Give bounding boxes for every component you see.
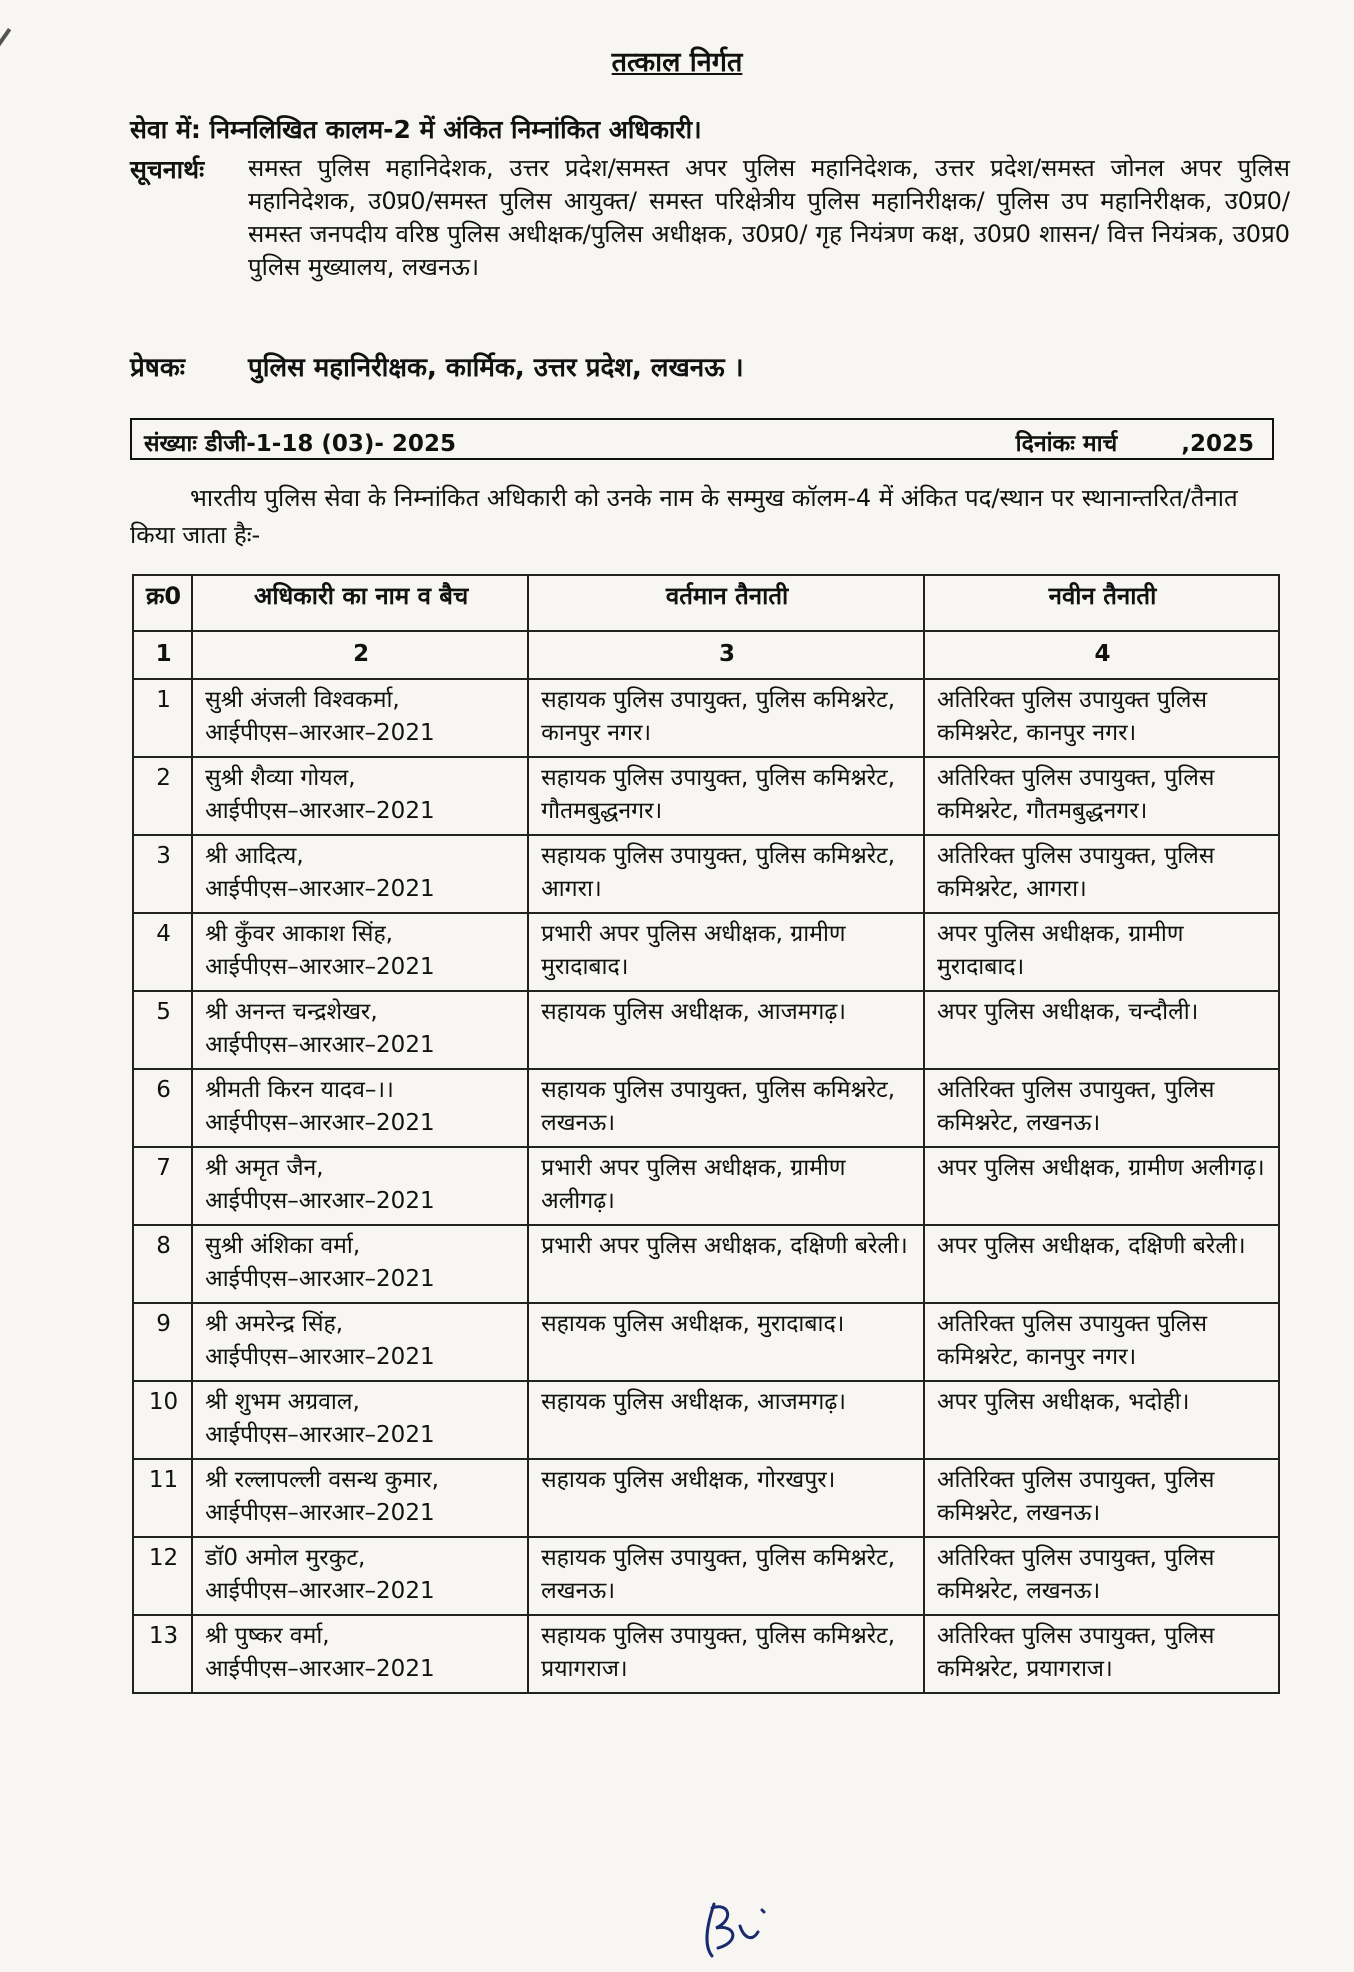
officer-name-batch [192, 1069, 528, 1147]
table-row [133, 679, 1279, 757]
new-posting-new: अपर पुलिस अधीक्षक, चन्दौली। [936, 999, 1199, 1025]
table-body [133, 679, 1279, 1693]
table-row [133, 835, 1279, 913]
officer-name-batch-name: श्री कुँवर आकाश सिंह, [205, 921, 393, 947]
officer-name-batch [192, 835, 528, 913]
new-posting [924, 1225, 1279, 1303]
current-posting [528, 835, 924, 913]
officer-name-batch [192, 679, 528, 757]
officer-name-batch-batch: आईपीएस–आरआर–2021 [205, 1032, 435, 1058]
new-posting-new: अतिरिक्त पुलिस उपायुक्त, पुलिस कमिश्नरेट, लखनऊ। [936, 1467, 1215, 1526]
officer-name-batch-name: श्री अमरेन्द्र सिंह, [205, 1311, 344, 1337]
sender-block [130, 348, 744, 384]
new-posting [924, 757, 1279, 835]
current-posting-current: सहायक पुलिस अधीक्षक, मुरादाबाद। [541, 1311, 845, 1337]
officer-name-batch-name: श्री शुभम अग्रवाल, [205, 1389, 360, 1415]
current-posting-current: सहायक पुलिस अधीक्षक, आजमगढ़। [541, 1389, 847, 1415]
officer-name-batch-batch: आईपीएस–आरआर–2021 [205, 876, 435, 902]
current-posting [528, 679, 924, 757]
officer-name-batch-name: श्री रल्लापल्ली वसन्थ कुमार, [205, 1467, 439, 1493]
current-posting [528, 1069, 924, 1147]
table-header-row [133, 575, 1279, 631]
serial-number-sn: 12 [148, 1545, 179, 1571]
serial-number-sn: 4 [156, 921, 171, 947]
serial-number-sn: 8 [156, 1233, 171, 1259]
serial-number-sn: 6 [156, 1077, 171, 1103]
serial-number [133, 757, 192, 835]
officer-name-batch-name: सुश्री अंजली विश्वकर्मा, [205, 687, 400, 713]
table-row [133, 1225, 1279, 1303]
current-posting-current: सहायक पुलिस उपायुक्त, पुलिस कमिश्नरेट, गौतमबुद्धनगर। [541, 765, 896, 824]
current-posting [528, 1615, 924, 1693]
serial-number [133, 1615, 192, 1693]
serial-number [133, 679, 192, 757]
current-posting-current: सहायक पुलिस उपायुक्त, पुलिस कमिश्नरेट, प्रयागराज। [541, 1623, 896, 1682]
reference-date: दिनांकः मार्च ,2025 [1015, 431, 1254, 457]
serial-number-sn: 13 [148, 1623, 179, 1649]
current-posting-current: प्रभारी अपर पुलिस अधीक्षक, दक्षिणी बरेली। [541, 1233, 908, 1259]
officer-name-batch-name: सुश्री अंशिका वर्मा, [205, 1233, 361, 1259]
serial-number [133, 1069, 192, 1147]
sender-text: पुलिस महानिरीक्षक, कार्मिक, उत्तर प्रदेश, लखनऊ । [248, 353, 744, 383]
table-row [133, 913, 1279, 991]
current-posting [528, 757, 924, 835]
for-information-text: समस्त पुलिस महानिदेशक, उत्तर प्रदेश/समस्त अपर पुलिस महानिदेशक, उत्तर प्रदेश/समस्त जोनल अपर पुलिस महानिदेशक, उ0प्र0/समस्त पुलिस आयुक्त/ समस्त परिक्षेत्रीय पुलिस महानिरीक्षक/ पुलिस उप महानिरीक्षक, उ0प्र0/ समस्त जनपदीय वरिष्ठ पुलिस अधीक्षक/पुलिस अधीक्षक, उ0प्र0/ गृह नियंत्रण कक्ष, उ0प्र0 शासन/ वित्त नियंत्रक, उ0प्र0 पुलिस मुख्यालय, लखनऊ। [248, 154, 1290, 281]
officer-name-batch-name: श्री आदित्य, [205, 843, 304, 869]
new-posting [924, 1537, 1279, 1615]
officer-name-batch [192, 757, 528, 835]
new-posting [924, 1459, 1279, 1537]
header-current-posting: वर्तमान तैनाती [528, 575, 924, 631]
serial-number [133, 1537, 192, 1615]
new-posting-new: अपर पुलिस अधीक्षक, दक्षिणी बरेली। [936, 1233, 1246, 1259]
officer-name-batch [192, 991, 528, 1069]
table-row [133, 1537, 1279, 1615]
intro-paragraph: भारतीय पुलिस सेवा के निम्नांकित अधिकारी को उनके नाम के सम्मुख कॉलम-4 में अंकित पद/स्थान पर स्थानान्तरित/तैनात किया जाता हैः- [130, 484, 1238, 549]
header-serial: क्र0 [133, 575, 192, 631]
reference-number: संख्याः डीजी-1-18 (03)- 2025 [144, 431, 456, 457]
table-row [133, 1147, 1279, 1225]
column-number: 2 [192, 631, 528, 679]
officer-name-batch-batch: आईपीएस–आरआर–2021 [205, 1266, 435, 1292]
serial-number-sn: 2 [156, 765, 171, 791]
new-posting-new: अतिरिक्त पुलिस उपायुक्त, पुलिस कमिश्नरेट, लखनऊ। [936, 1077, 1215, 1136]
officer-name-batch-name: श्री पुष्कर वर्मा, [205, 1623, 330, 1649]
column-number: 4 [924, 631, 1279, 679]
current-posting [528, 1147, 924, 1225]
sender-label: प्रेषकः [130, 353, 186, 383]
current-posting [528, 1303, 924, 1381]
current-posting-current: प्रभारी अपर पुलिस अधीक्षक, ग्रामीण अलीगढ़। [541, 1155, 846, 1214]
signature [700, 1898, 780, 1960]
serial-number-sn: 5 [156, 999, 171, 1025]
new-posting [924, 835, 1279, 913]
officer-name-batch-batch: आईपीएस–आरआर–2021 [205, 720, 435, 746]
column-number: 3 [528, 631, 924, 679]
reference-box [130, 418, 1274, 460]
transfer-table [132, 574, 1280, 1694]
column-number-row [133, 631, 1279, 679]
header-new-posting: नवीन तैनाती [924, 575, 1279, 631]
addressee-line: सेवा में: निम्नलिखित कालम-2 में अंकित निम्नांकित अधिकारी। [130, 115, 702, 144]
current-posting-current: सहायक पुलिस उपायुक्त, पुलिस कमिश्नरेट, लखनऊ। [541, 1077, 896, 1136]
officer-name-batch-name: श्री अनन्त चन्द्रशेखर, [205, 999, 378, 1025]
column-number: 1 [133, 631, 192, 679]
table-row [133, 991, 1279, 1069]
new-posting-new: अपर पुलिस अधीक्षक, ग्रामीण मुरादाबाद। [936, 921, 1184, 980]
officer-name-batch-batch: आईपीएस–आरआर–2021 [205, 1500, 435, 1526]
serial-number-sn: 1 [156, 687, 171, 713]
new-posting [924, 679, 1279, 757]
officer-name-batch-batch: आईपीएस–आरआर–2021 [205, 1110, 435, 1136]
header-officer-name: अधिकारी का नाम व बैच [192, 575, 528, 631]
new-posting-new: अतिरिक्त पुलिस उपायुक्त, पुलिस कमिश्नरेट, प्रयागराज। [936, 1623, 1215, 1682]
officer-name-batch [192, 1147, 528, 1225]
for-information-label: सूचनार्थः [130, 155, 205, 184]
officer-name-batch [192, 1381, 528, 1459]
current-posting-current: सहायक पुलिस उपायुक्त, पुलिस कमिश्नरेट, आगरा। [541, 843, 896, 902]
officer-name-batch-name: श्रीमती किरन यादव–।। [205, 1077, 394, 1103]
new-posting [924, 1381, 1279, 1459]
officer-name-batch-batch: आईपीएस–आरआर–2021 [205, 798, 435, 824]
current-posting [528, 1225, 924, 1303]
officer-name-batch [192, 1537, 528, 1615]
officer-name-batch-batch: आईपीएस–आरआर–2021 [205, 1344, 435, 1370]
table-row [133, 1459, 1279, 1537]
officer-name-batch-batch: आईपीएस–आरआर–2021 [205, 1188, 435, 1214]
new-posting-new: अपर पुलिस अधीक्षक, भदोही। [936, 1389, 1190, 1415]
serial-number-sn: 7 [156, 1155, 171, 1181]
officer-name-batch-name: श्री अमृत जैन, [205, 1155, 324, 1181]
table-row [133, 1381, 1279, 1459]
new-posting-new: अपर पुलिस अधीक्षक, ग्रामीण अलीगढ़। [936, 1155, 1265, 1181]
serial-number-sn: 11 [148, 1467, 179, 1493]
new-posting-new: अतिरिक्त पुलिस उपायुक्त, पुलिस कमिश्नरेट, लखनऊ। [936, 1545, 1215, 1604]
serial-number [133, 913, 192, 991]
current-posting [528, 1459, 924, 1537]
new-posting [924, 1069, 1279, 1147]
new-posting-new: अतिरिक्त पुलिस उपायुक्त, पुलिस कमिश्नरेट, आगरा। [936, 843, 1215, 902]
officer-name-batch-batch: आईपीएस–आरआर–2021 [205, 954, 435, 980]
serial-number-sn: 3 [156, 843, 171, 869]
table-row [133, 757, 1279, 835]
current-posting-current: प्रभारी अपर पुलिस अधीक्षक, ग्रामीण मुरादाबाद। [541, 921, 846, 980]
officer-name-batch [192, 1459, 528, 1537]
current-posting [528, 1381, 924, 1459]
new-posting [924, 991, 1279, 1069]
table-row [133, 1615, 1279, 1693]
new-posting [924, 1615, 1279, 1693]
serial-number [133, 991, 192, 1069]
officer-name-batch-name: सुश्री शैव्या गोयल, [205, 765, 356, 791]
current-posting-current: सहायक पुलिस अधीक्षक, आजमगढ़। [541, 999, 847, 1025]
officer-name-batch [192, 1225, 528, 1303]
new-posting-new: अतिरिक्त पुलिस उपायुक्त पुलिस कमिश्नरेट, कानपुर नगर। [936, 1311, 1208, 1370]
new-posting-new: अतिरिक्त पुलिस उपायुक्त, पुलिस कमिश्नरेट, गौतमबुद्धनगर। [936, 765, 1215, 824]
new-posting [924, 1147, 1279, 1225]
table-row [133, 1069, 1279, 1147]
current-posting [528, 991, 924, 1069]
new-posting-new: अतिरिक्त पुलिस उपायुक्त पुलिस कमिश्नरेट, कानपुर नगर। [936, 687, 1208, 746]
officer-name-batch [192, 1615, 528, 1693]
officer-name-batch [192, 1303, 528, 1381]
officer-name-batch-batch: आईपीएस–आरआर–2021 [205, 1578, 435, 1604]
officer-name-batch [192, 913, 528, 991]
current-posting-current: सहायक पुलिस उपायुक्त, पुलिस कमिश्नरेट, कानपुर नगर। [541, 687, 896, 746]
current-posting [528, 1537, 924, 1615]
serial-number-sn: 9 [156, 1311, 171, 1337]
current-posting-current: सहायक पुलिस अधीक्षक, गोरखपुर। [541, 1467, 836, 1493]
officer-name-batch-batch: आईपीएस–आरआर–2021 [205, 1656, 435, 1682]
serial-number [133, 1303, 192, 1381]
serial-number [133, 1459, 192, 1537]
new-posting [924, 913, 1279, 991]
serial-number [133, 1225, 192, 1303]
serial-number-sn: 10 [148, 1389, 179, 1415]
current-posting [528, 913, 924, 991]
serial-number [133, 1147, 192, 1225]
table-row [133, 1303, 1279, 1381]
officer-name-batch-name: डॉ0 अमोल मुरकुट, [205, 1545, 366, 1571]
new-posting [924, 1303, 1279, 1381]
document-title: तत्काल निर्गत [611, 47, 743, 78]
officer-name-batch-batch: आईपीएस–आरआर–2021 [205, 1422, 435, 1448]
current-posting-current: सहायक पुलिस उपायुक्त, पुलिस कमिश्नरेट, लखनऊ। [541, 1545, 896, 1604]
serial-number [133, 835, 192, 913]
serial-number [133, 1381, 192, 1459]
